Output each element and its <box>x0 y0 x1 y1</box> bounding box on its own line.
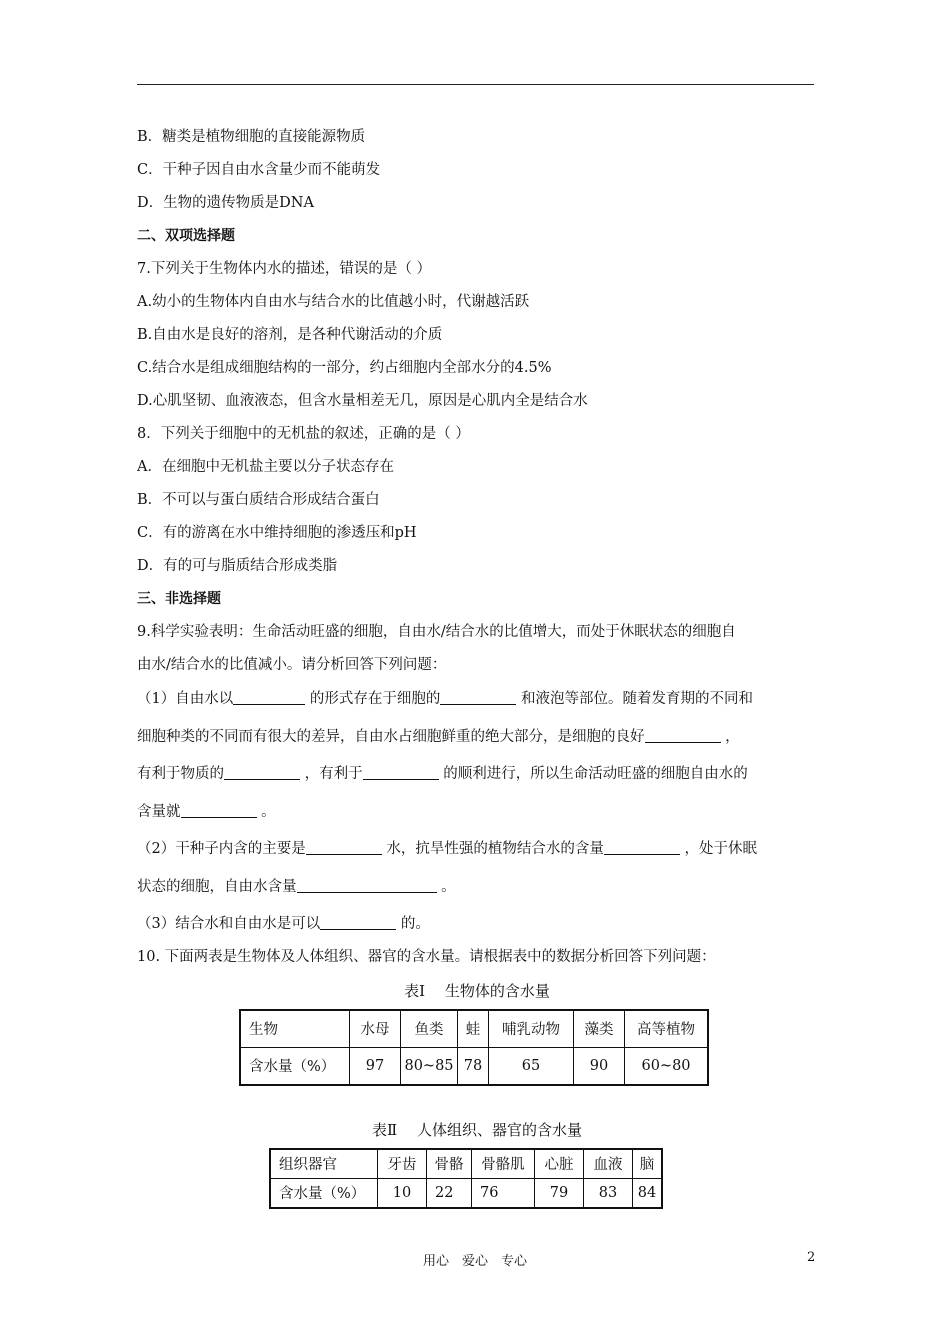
table-cell: 血液 <box>584 1149 633 1179</box>
table-cell: 78 <box>458 1047 489 1085</box>
table-cell: 83 <box>584 1178 633 1208</box>
answer-blank[interactable] <box>306 838 382 855</box>
table1-caption: 表Ⅰ 生物体的含水量 <box>404 981 550 1000</box>
q7-option-c: C.结合水是组成细胞结构的一部分，约占细胞内全部水分的4.5% <box>137 360 552 376</box>
table-cell: 65 <box>489 1047 574 1085</box>
q8-option-a: A．在细胞中无机盐主要以分子状态存在 <box>137 459 394 475</box>
section-heading-2: 二、双项选择题 <box>137 228 235 244</box>
table-cell: 高等植物 <box>625 1010 709 1048</box>
table-cell: 蛙 <box>458 1010 489 1048</box>
answer-blank[interactable] <box>181 801 257 818</box>
document-body <box>137 124 817 1209</box>
page-footer: 用心 爱心 专心 <box>422 1254 527 1269</box>
q9-line-3: 有利于物质的 ，有利于 的顺利进行，所以生命活动旺盛的细胞自由水的 <box>137 756 817 794</box>
q8-option-d: D．有的可与脂质结合形成类脂 <box>137 558 338 574</box>
table-cell: 脑 <box>633 1149 663 1179</box>
table-cell: 藻类 <box>574 1010 625 1048</box>
table-row <box>240 1047 708 1085</box>
answer-blank[interactable] <box>224 763 300 780</box>
answer-blank[interactable] <box>645 726 721 743</box>
q9-line-5: （2）干种子内含的主要是 水，抗旱性强的植物结合水的含量 ，处于休眠 <box>137 831 817 869</box>
table-human-tissue-water-content <box>269 1148 663 1209</box>
answer-blank[interactable] <box>320 913 396 930</box>
q8-option-b: B．不可以与蛋白质结合形成结合蛋白 <box>137 492 380 508</box>
q9-intro-line-2: 由水/结合水的比值减小。请分析回答下列问题： <box>137 657 447 673</box>
table-row <box>270 1178 662 1208</box>
answer-blank[interactable] <box>604 838 680 855</box>
table-cell: 骨骼 <box>427 1149 472 1179</box>
table-row <box>240 1010 708 1048</box>
q8-option-c: C．有的游离在水中维持细胞的渗透压和pH <box>137 525 417 541</box>
answer-blank[interactable] <box>440 688 516 705</box>
table-cell: 水母 <box>350 1010 401 1048</box>
q9-line-7: （3）结合水和自由水是可以 的。 <box>137 906 817 944</box>
q10-stem: 10. 下面两表是生物体及人体组织、器官的含水量。请根据表中的数据分析回答下列问题： <box>137 948 716 965</box>
q7-option-d: D.心肌坚韧、血液液态，但含水量相差无几，原因是心肌内全是结合水 <box>137 393 588 409</box>
table-cell: 生物 <box>240 1010 350 1048</box>
table-cell: 97 <box>350 1047 401 1085</box>
table-cell: 10 <box>378 1178 427 1208</box>
answer-blank[interactable] <box>297 876 437 893</box>
table-cell: 90 <box>574 1047 625 1085</box>
q8-stem: 8．下列关于细胞中的无机盐的叙述，正确的是（ ） <box>137 426 470 442</box>
answer-blank[interactable] <box>233 688 305 705</box>
header-rule <box>137 84 814 85</box>
q9-intro-line-1: 9.科学实验表明：生命活动旺盛的细胞，自由水/结合水的比值增大，而处于休眠状态的细胞自 <box>137 624 736 640</box>
q9-line-2: 细胞种类的不同而有很大的差异，自由水占细胞鲜重的绝大部分，是细胞的良好 ， <box>137 719 817 757</box>
q7-option-a: A.幼小的生物体内自由水与结合水的比值越小时，代谢越活跃 <box>137 294 530 310</box>
table-cell: 80~85 <box>401 1047 458 1085</box>
table-cell: 22 <box>427 1178 472 1208</box>
table-organism-water-content <box>239 1009 709 1086</box>
table-cell: 骨骼肌 <box>472 1149 535 1179</box>
table-row <box>270 1149 662 1179</box>
table-cell: 鱼类 <box>401 1010 458 1048</box>
page-number: 2 <box>807 1250 816 1265</box>
table-cell: 含水量（%） <box>240 1047 350 1085</box>
table-cell: 心脏 <box>535 1149 584 1179</box>
table-cell: 84 <box>633 1178 663 1208</box>
section-heading-3: 三、非选择题 <box>137 591 221 607</box>
q9-line-4: 含量就 。 <box>137 794 817 832</box>
table-cell: 哺乳动物 <box>489 1010 574 1048</box>
table-cell: 含水量（%） <box>270 1178 378 1208</box>
answer-blank[interactable] <box>363 763 439 780</box>
table-cell: 60~80 <box>625 1047 709 1085</box>
table-cell: 组织器官 <box>270 1149 378 1179</box>
option-d: D．生物的遗传物质是DNA <box>137 195 314 211</box>
q9-line-6: 状态的细胞，自由水含量 。 <box>137 869 817 907</box>
table2-caption: 表Ⅱ 人体组织、器官的含水量 <box>372 1120 582 1139</box>
option-c: C．干种子因自由水含量少而不能萌发 <box>137 162 381 178</box>
table-cell: 79 <box>535 1178 584 1208</box>
q9-line-1: （1）自由水以 的形式存在于细胞的 和液泡等部位。随着发育期的不同和 <box>137 681 817 719</box>
q9-questions <box>137 681 817 944</box>
q7-option-b: B.自由水是良好的溶剂，是各种代谢活动的介质 <box>137 327 443 343</box>
table-cell: 牙齿 <box>378 1149 427 1179</box>
q7-stem: 7.下列关于生物体内水的描述，错误的是（ ） <box>137 261 431 277</box>
option-b: B．糖类是植物细胞的直接能源物质 <box>137 129 366 145</box>
table-cell: 76 <box>472 1178 535 1208</box>
